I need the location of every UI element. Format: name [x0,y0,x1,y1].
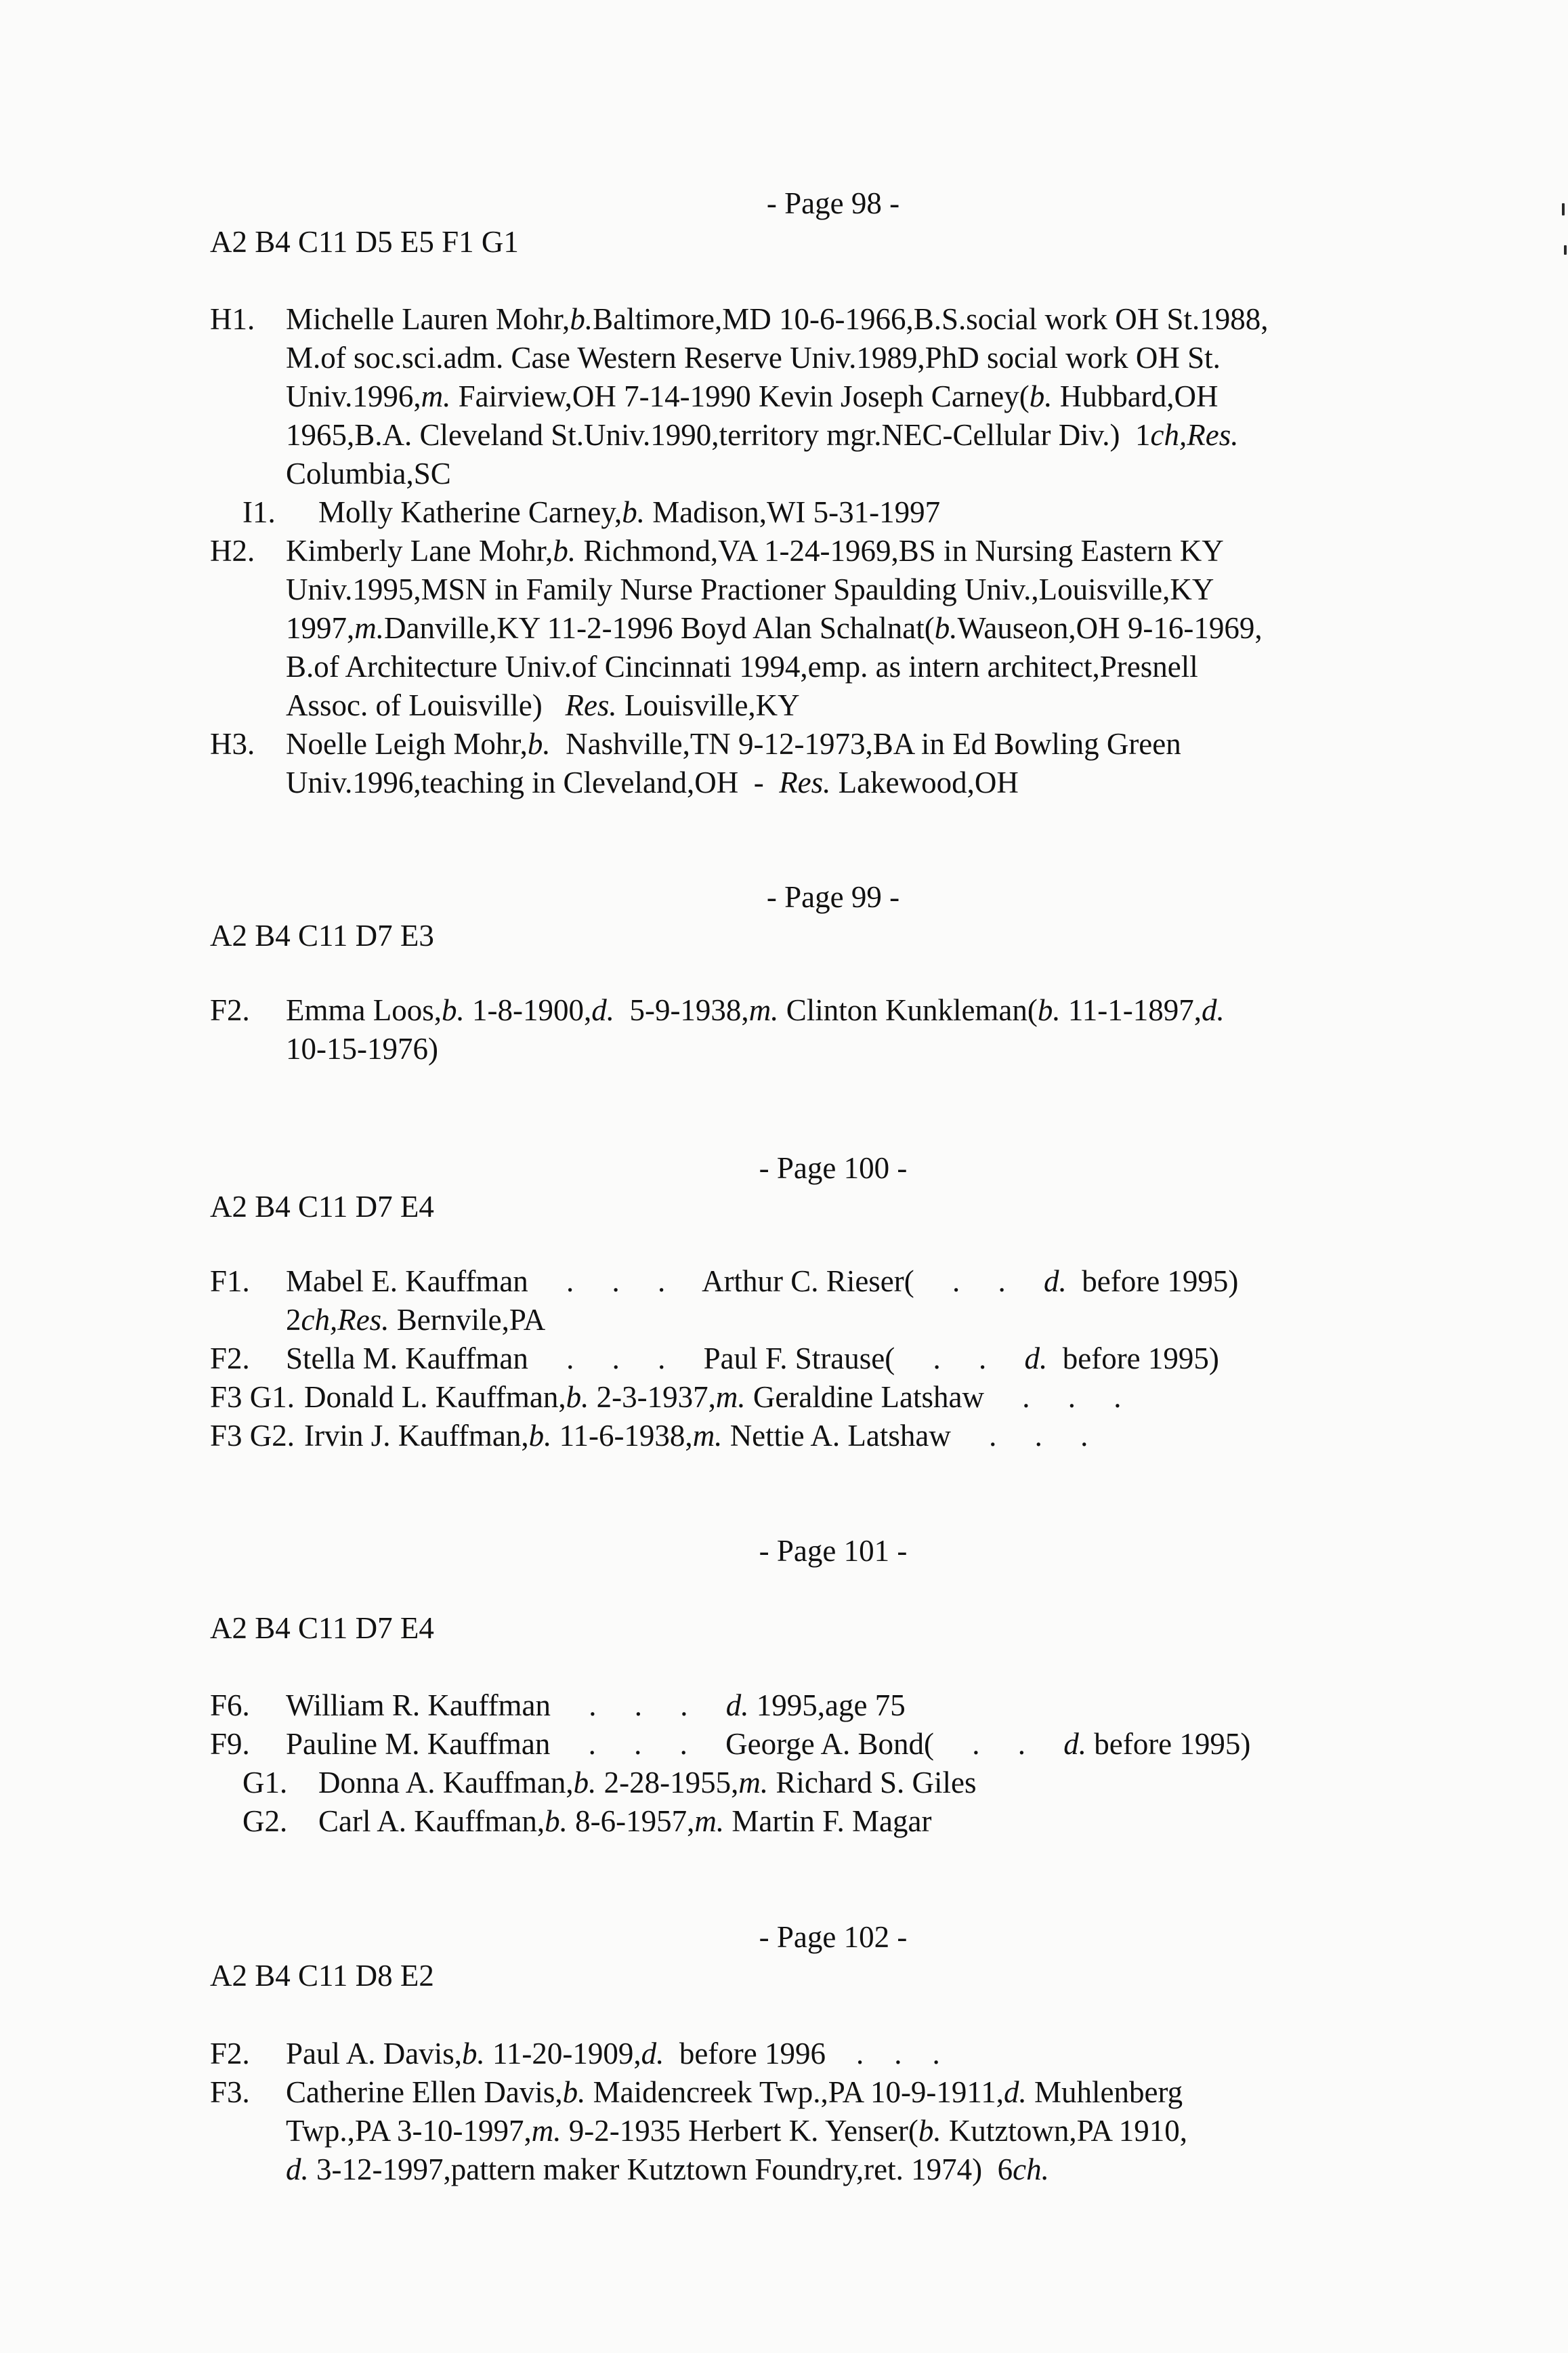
italic-text-segment: m. [694,1804,725,1838]
entry-label: F2. [210,2037,250,2070]
text-segment: 1-8-1900, [464,993,592,1027]
page-header: - Page 101 - [759,1534,908,1568]
entry-continuation-line [210,2112,1497,2150]
lineage-code: A2 B4 C11 D7 E3 [210,919,434,953]
text-segment: Mabel E. Kauffman . . . Arthur C. Rieser( . . [286,1264,1044,1298]
entry-label: I1. [242,495,276,529]
italic-text-segment: m. [738,1766,769,1799]
text-segment: Wauseon,OH 9-16-1969, [957,611,1263,645]
text-segment: Michelle Lauren Mohr, [286,302,570,336]
italic-text-segment: d. [1004,2075,1027,2109]
entry-line-g2 [210,1802,1497,1841]
text-segment: Madison,WI 5-31-1997 [644,495,941,529]
text-segment: Univ.1996,teaching in Cleveland,OH - [286,766,780,799]
entry-line-i1 [210,493,1497,532]
entry-line-g1 [210,1764,1497,1802]
text-segment: 3-12-1997,pattern maker Kutztown Foundry,ret. 1974) 6 [308,2152,1013,2186]
page-header: - Page 98 - [766,186,900,220]
text-segment: Louisville,KY [616,688,800,722]
text-segment: Columbia,SC [286,457,451,491]
text-segment: Paul A. Davis, [286,2037,463,2070]
entry-label: H3. [210,727,255,761]
italic-text-segment: b. [553,534,576,568]
italic-text-segment: d. [1044,1264,1067,1298]
italic-text-segment: b. [934,611,958,645]
text-segment: 1965,B.A. Cleveland St.Univ.1990,territory mgr.NEC-Cellular Div.) 1 [286,418,1151,452]
text-segment: Bernvile,PA [389,1303,546,1337]
italic-text-segment: b. [566,1380,589,1414]
text-segment: 10-15-1976) [286,1032,438,1066]
entry-continuation-line [210,339,1497,377]
page-section-98 [210,184,1497,802]
text-segment: 11-1-1897, [1060,993,1202,1027]
italic-text-segment: b. [528,1419,552,1453]
text-segment: Univ.1995,MSN in Family Nurse Practioner Spaulding Univ.,Louisville,KY [286,572,1214,606]
entry-continuation-line [210,686,1497,725]
entry-label: F3. [210,2075,250,2109]
italic-text-segment: d. [1063,1727,1086,1761]
italic-text-segment: ch,Res. [301,1303,389,1337]
italic-text-segment: Res. [779,766,831,799]
entry-continuation-line [210,1301,1497,1339]
text-segment: before 1995) [1047,1341,1219,1375]
text-segment: Lakewood,OH [830,766,1019,799]
text-segment: Danville,KY 11-2-1996 Boyd Alan Schalnat( [384,611,935,645]
text-segment: Pauline M. Kauffman . . . George A. Bond( . . [286,1727,1064,1761]
text-segment: Molly Katherine Carney, [318,495,622,529]
blank-gap [210,1570,217,1609]
text-segment: Emma Loos, [286,993,442,1027]
text-segment: Martin F. Magar [724,1804,932,1838]
text-segment: Baltimore,MD 10-6-1966,B.S.social work OH St.1988, [593,302,1269,336]
text-segment: 11-20-1909, [484,2037,641,2070]
entry-label: F6. [210,1688,250,1722]
page-section-102 [210,1918,1497,2189]
italic-text-segment: m. [531,2114,561,2148]
entry-line-h1 [210,300,1497,339]
page-header: - Page 100 - [759,1151,908,1185]
text-segment: before 1995) [1086,1727,1251,1761]
italic-text-segment: d. [641,2037,664,2070]
blank-gap [210,1648,217,1686]
entry-line-f3g2 [210,1417,1497,1455]
text-segment: Twp.,PA 3-10-1997, [286,2114,532,2148]
entry-label: F9. [210,1727,250,1761]
entry-label: H1. [210,302,255,336]
italic-text-segment: b. [462,2037,485,2070]
lineage-code: A2 B4 C11 D5 E5 F1 G1 [210,225,519,259]
italic-text-segment: d. [1024,1341,1048,1375]
italic-text-segment: b. [622,495,645,529]
entry-continuation-line [210,648,1497,686]
entry-continuation-line [210,609,1497,648]
blank-gap [210,262,217,300]
entry-line-f2 [210,2035,1497,2073]
text-segment: 5-9-1938, [614,993,749,1027]
entry-continuation-line [210,416,1497,455]
italic-text-segment: Res. [565,688,617,722]
text-segment: William R. Kauffman . . . [286,1688,726,1722]
italic-text-segment: b. [1029,379,1053,413]
text-segment: Nettie A. Latshaw . . . [722,1419,1088,1453]
text-segment: 2-3-1937, [589,1380,716,1414]
italic-text-segment: b. [573,1766,597,1799]
text-segment: Richard S. Giles [768,1766,977,1799]
page-header: - Page 99 - [766,880,900,914]
entry-line-f9 [210,1725,1497,1764]
text-segment: Noelle Leigh Mohr, [286,727,528,761]
entry-line-f2 [210,1339,1497,1378]
blank-gap [210,1226,217,1262]
text-segment: Irvin J. Kauffman, [304,1419,529,1453]
text-segment: Carl A. Kauffman, [318,1804,545,1838]
page-section-99 [210,878,1497,1068]
text-segment: 1997, [286,611,355,645]
text-segment: Richmond,VA 1-24-1969,BS in Nursing Eastern KY [576,534,1224,568]
text-segment: Donna A. Kauffman, [318,1766,574,1799]
text-segment: before 1995) [1066,1264,1239,1298]
entry-continuation-line [210,1030,1497,1068]
entry-line-f6 [210,1686,1497,1725]
text-segment: 11-6-1938, [551,1419,693,1453]
lineage-code: A2 B4 C11 D8 E2 [210,1959,434,1993]
text-segment: Assoc. of Louisville) [286,688,566,722]
text-segment: Clinton Kunkleman( [778,993,1038,1027]
text-segment: Stella M. Kauffman . . . Paul F. Strause( . . [286,1341,1025,1375]
text-segment: 2-28-1955, [596,1766,739,1799]
italic-text-segment: m. [421,379,451,413]
text-segment: M.of soc.sci.adm. Case Western Reserve Univ.1989,PhD social work OH St. [286,341,1221,375]
italic-text-segment: d. [591,993,614,1027]
text-segment: Nashville,TN 9-12-1973,BA in Ed Bowling Green [550,727,1181,761]
italic-text-segment: m. [715,1380,746,1414]
text-segment: 8-6-1957, [567,1804,695,1838]
blank-gap [210,955,217,991]
page-section-101 [210,1532,1497,1841]
lineage-code: A2 B4 C11 D7 E4 [210,1611,434,1645]
entry-line-f1 [210,1262,1497,1301]
italic-text-segment: b. [441,993,465,1027]
entry-continuation-line [210,2150,1497,2189]
italic-text-segment: m. [748,993,779,1027]
scan-artifact [1564,245,1567,255]
entry-continuation-line [210,377,1497,416]
text-segment: Fairview,OH 7-14-1990 Kevin Joseph Carney( [450,379,1030,413]
text-segment: 1995,age 75 [748,1688,906,1722]
entry-label: F3 G2. [210,1419,295,1453]
text-segment: Donald L. Kauffman, [304,1380,566,1414]
text-segment: before 1996 . . . [664,2037,940,2070]
entry-continuation-line [210,455,1497,493]
text-segment: Muhlenberg [1026,2075,1183,2109]
scan-artifact [1562,203,1565,215]
italic-text-segment: b. [562,2075,586,2109]
lineage-code: A2 B4 C11 D7 E4 [210,1190,434,1224]
entry-label: F2. [210,1341,250,1375]
italic-text-segment: m. [692,1419,723,1453]
entry-line-h2 [210,532,1497,570]
entry-continuation-line [210,570,1497,609]
entry-label: H2. [210,534,255,568]
page-section-100 [210,1149,1497,1455]
text-segment: Catherine Ellen Davis, [286,2075,563,2109]
italic-text-segment: b. [545,1804,568,1838]
text-segment: Geraldine Latshaw . . . [745,1380,1122,1414]
blank-gap [210,1995,217,2035]
italic-text-segment: d. [725,1688,749,1722]
italic-text-segment: b. [918,2114,941,2148]
italic-text-segment: m. [354,611,384,645]
entry-line-f3g1 [210,1378,1497,1417]
entry-line-f2 [210,991,1497,1030]
entry-line-f3 [210,2073,1497,2112]
text-segment: Kutztown,PA 1910, [941,2114,1188,2148]
italic-text-segment: d. [286,2152,309,2186]
entry-label: F1. [210,1264,250,1298]
entry-label: F2. [210,993,250,1027]
text-segment: 2 [286,1303,301,1337]
text-segment: B.of Architecture Univ.of Cincinnati 1994,emp. as intern architect,Presnell [286,650,1198,684]
entry-continuation-line [210,764,1497,802]
italic-text-segment: ch,Res. [1150,418,1239,452]
page-header: - Page 102 - [759,1920,908,1954]
italic-text-segment: b. [1037,993,1061,1027]
text-segment: Hubbard,OH [1052,379,1219,413]
italic-text-segment: b. [570,302,593,336]
italic-text-segment: ch. [1013,2152,1049,2186]
italic-text-segment: b. [527,727,551,761]
entry-line-h3 [210,725,1497,764]
italic-text-segment: d. [1201,993,1225,1027]
text-segment: Kimberly Lane Mohr, [286,534,553,568]
text-segment: Maidencreek Twp.,PA 10-9-1911, [585,2075,1004,2109]
entry-label: F3 G1. [210,1380,295,1414]
entry-label: G1. [242,1766,288,1799]
entry-label: G2. [242,1804,288,1838]
text-segment: Univ.1996, [286,379,421,413]
text-segment: 9-2-1935 Herbert K. Yenser( [561,2114,918,2148]
